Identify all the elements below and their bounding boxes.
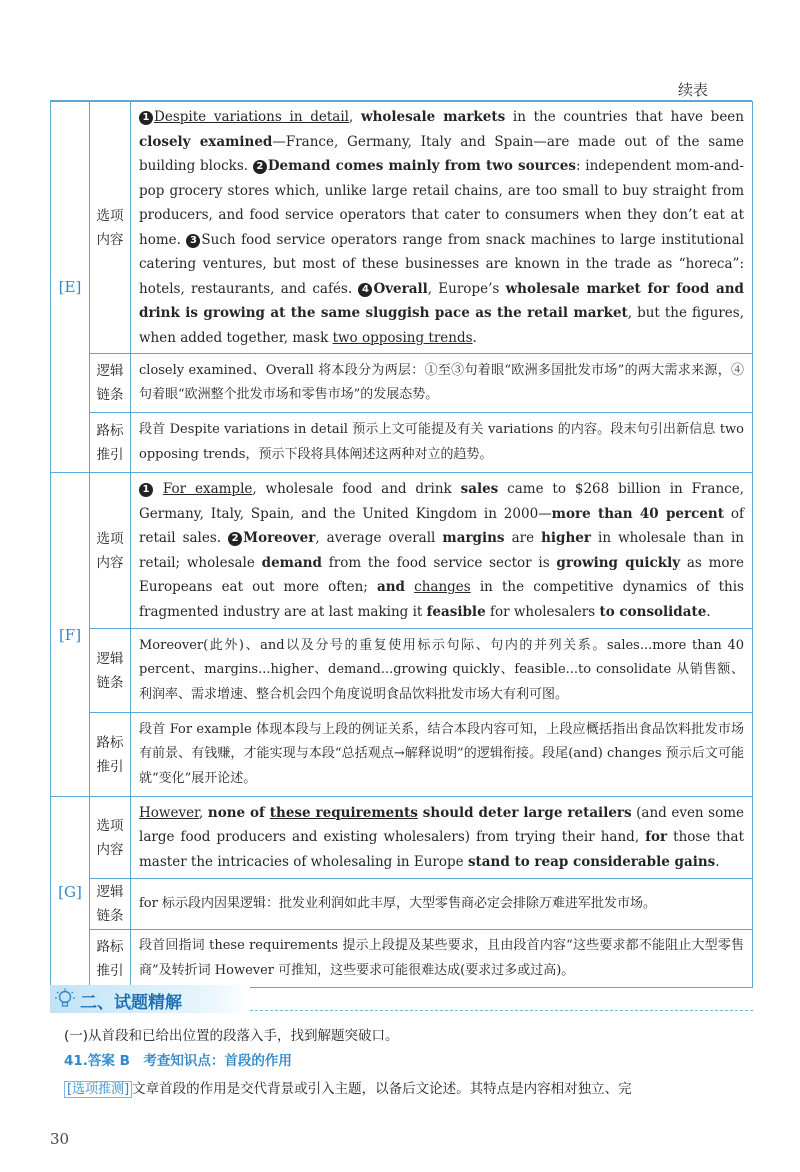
underlined-phrase: Despite variations in detail [154,109,349,125]
table-row [51,473,753,629]
signpost-e: 段首 Despite variations in detail 预示上文可能提及有关 variations 的内容。段末句引出新信息 two opposing trends，预示下段将具体阐述这两种对立的趋势。 [131,413,753,473]
sentence-number-icon: 2 [228,532,242,546]
row-label: 选项 内容 [90,102,131,354]
prediction-text: 文章首段的作用是交代背景或引入主题，以备后文论述。其特点是内容相对独立、完 [132,1081,632,1097]
lightbulb-icon [54,988,76,1010]
row-label: 路标 推引 [90,413,131,473]
underlined-phrase: However [139,804,200,821]
bold-phrase: Demand comes mainly from two sources [267,158,576,174]
row-label: 逻辑 链条 [90,629,131,713]
paragraph-label-f: [F] [51,473,90,797]
row-label: 逻辑 链条 [90,354,131,413]
bold-phrase: wholesale market for food and drink is growing at the same sluggish pace as the retail market [139,280,744,321]
signpost-f: 段首 For example 体现本段与上段的例证关系，结合本段内容可知，上段应概括指出食品饮料批发市场有前景、有钱赚，才能实现与本段“总括观点→解释说明”的逻辑衔接。段尾(and) changes 预示后文可能就“变化”展开论述。 [131,713,753,797]
table-row [51,413,753,473]
bold-phrase: growing quickly [556,554,681,571]
table-row [51,797,753,879]
logic-chain-g: for 标示段内因果逻辑：批发业利润如此丰厚，大型零售商必定会排除万难进军批发市场。 [131,879,753,930]
sentence-number-icon: 3 [186,234,200,248]
option-content-e: 1 Despite variations in detail, wholesale markets in the countries that have been closely examined—France, Germany, Italy and Spain—are made out of the same building blocks. 2 Demand comes mainly from two sources: independent mom-and-pop grocery stores which, unlike large retail chains, are too small to buy straight from producers, and food service operators that cater to consumers when they don’t eat at home. 3 Such food service operators range from snack machines to large institutional catering ventures, but most of these businesses are known in the trade as “horeca”: hotels, restaurants, and cafés. 4 Overall, Europe’s wholesale market for food and drink is growing at the same sluggish pace as the retail market, but the figures, when added together, mask two opposing trends. [131,102,753,354]
answer-line: 41.答案 B 考查知识点：首段的作用 [64,1053,292,1069]
table-row [51,713,753,797]
bold-phrase: closely examined [139,133,273,150]
bold-phrase: should deter large retailers [417,804,632,821]
signpost-g: 段首回指词 these requirements 提示上段提及某些要求，且由段首内容“这些要求都不能阻止大型零售商”及转折词 However 可推知，这些要求可能很难达成(要求过多或过高)。 [131,930,753,988]
bold-phrase: none of [207,804,270,821]
logic-chain-f: Moreover(此外)、and以及分号的重复使用标示句际、句内的并列关系。sales...more than 40 percent、margins...higher、demand...growing quickly、feasible...to consolidate 从销售额、利润率、需求增速、整合机会四个角度说明食品饮料批发市场大有利可图。 [131,629,753,713]
bold-phrase: stand to reap considerable gains [467,853,716,870]
intro-line: (一)从首段和已给出位置的段落入手，找到解题突破口。 [64,1028,399,1044]
option-content-f: 1 For example, wholesale food and drink sales came to $268 billion in France, Germany, Italy, Spain, and the United Kingdom in 2000—more than 40 percent of retail sales. 2 Moreover, average overall margins are higher in wholesale than in retail; wholesale demand from the food service sector is growing quickly as more Europeans eat out more often; and changes in the competitive dynamics of this fragmented industry are at last making it feasible for wholesalers to consolidate. [131,473,753,629]
prediction-tag: [选项推测] [64,1081,132,1098]
sentence-number-icon: 1 [139,111,153,125]
bold-phrase: sales [460,481,499,497]
table-row [51,354,753,413]
section-rule [250,1010,753,1011]
table-row [51,102,753,354]
bold-phrase: wholesale markets [360,109,506,125]
table-row [51,930,753,988]
paragraph-label-e: [E] [51,102,90,473]
sentence-number-icon: 4 [358,283,372,297]
bold-phrase: more than 40 percent [551,505,724,522]
prediction-line [64,1077,754,1097]
bold-phrase: Moreover [243,530,316,546]
bold-phrase: margins [442,530,505,546]
underlined-phrase: changes [414,579,471,595]
row-label: 逻辑 链条 [90,879,131,930]
bold-phrase: Overall [373,280,428,297]
underlined-phrase: For example [162,481,253,497]
bold-phrase: for [645,829,668,846]
paragraph-label-g: [G] [51,797,90,988]
logic-chain-e: closely examined、Overall 将本段分为两层：①至③句着眼“欧洲多国批发市场”的两大需求来源，④句着眼“欧洲整个批发市场和零售市场”的发展态势。 [131,354,753,413]
bold-phrase: feasible [426,603,486,620]
section-header [50,985,753,1013]
table-row [51,879,753,930]
row-label: 路标 推引 [90,713,131,797]
sentence-number-icon: 2 [253,160,267,174]
bold-phrase: demand [261,554,322,571]
page-number: 30 [50,1130,70,1148]
row-label: 选项 内容 [90,473,131,629]
bold-phrase: higher [541,530,592,546]
row-label: 选项 内容 [90,797,131,879]
option-content-g: However, none of these requirements should deter large retailers (and even some large food producers and existing wholesalers) from trying their hand, for those that master the intricacies of wholesaling in Europe stand to reap considerable gains. [131,797,753,879]
bold-phrase: to consolidate [599,603,707,620]
table-row [51,629,753,713]
continued-label: 续表 [678,81,709,99]
analysis-table [50,101,753,988]
underlined-phrase: these requirements [269,804,418,821]
row-label: 路标 推引 [90,930,131,988]
underlined-phrase: two opposing trends [332,329,473,346]
sentence-number-icon: 1 [139,483,153,497]
section-title: 二、试题精解 [80,993,182,1013]
bold-phrase: and [376,579,405,595]
